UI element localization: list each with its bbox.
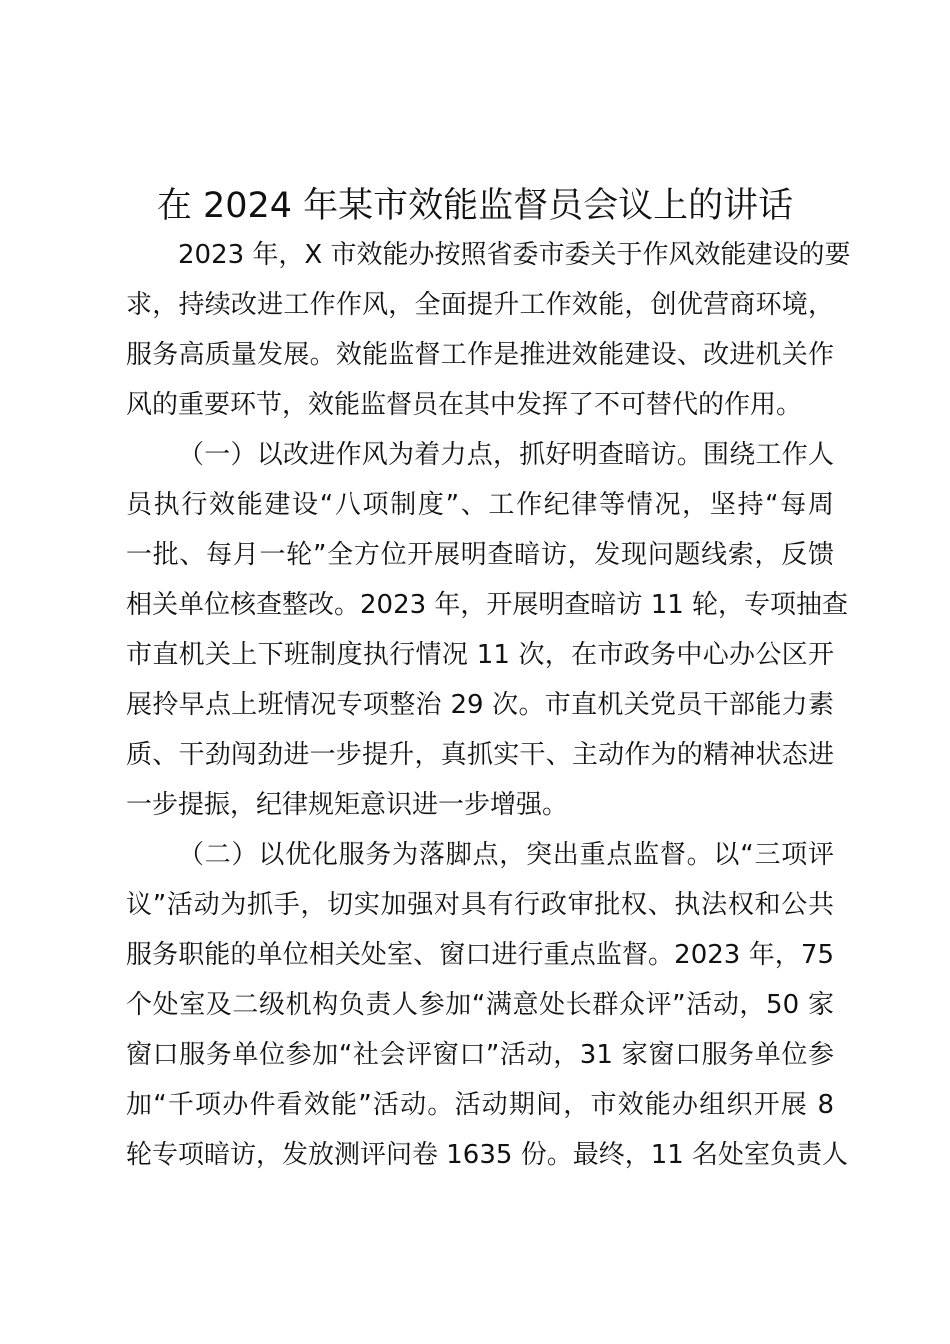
paragraph-section-1-line: 员执行效能建设“八项制度”、工作纪律等情况，坚持“每周 bbox=[126, 490, 834, 520]
paragraph-section-1-line: 相关单位核查整改。2023 年，开展明查暗访 11 轮，专项抽查 bbox=[126, 590, 849, 620]
paragraph-section-2-line: 个处室及二级机构负责人参加“满意处长群众评”活动，50 家 bbox=[126, 990, 834, 1020]
paragraph-intro-line: 2023 年，X 市效能办按照省委市委关于作风效能建设的要 bbox=[178, 240, 851, 270]
paragraph-section-1-line: 一步提振，纪律规矩意识进一步增强。 bbox=[126, 790, 569, 820]
page-title: 在 2024 年某市效能监督员会议上的讲话 bbox=[156, 186, 794, 226]
paragraph-intro-line: 服务高质量发展。效能监督工作是推进效能建设、改进机关作 bbox=[126, 340, 834, 370]
paragraph-section-2-line: 加“千项办件看效能”活动。活动期间，市效能办组织开展 8 bbox=[126, 1090, 834, 1120]
paragraph-section-1-line: 展拎早点上班情况专项整治 29 次。市直机关党员干部能力素 bbox=[126, 690, 834, 720]
paragraph-section-2-line: 议”活动为抓手，切实加强对具有行政审批权、执法权和公共 bbox=[126, 890, 834, 920]
paragraph-intro-line: 风的重要环节，效能监督员在其中发挥了不可替代的作用。 bbox=[126, 390, 803, 420]
paragraph-section-1-line: （一）以改进作风为着力点，抓好明查暗访。围绕工作人 bbox=[178, 440, 834, 470]
paragraph-section-1-line: 质、干劲闯劲进一步提升，真抓实干、主动作为的精神状态进 bbox=[126, 740, 834, 770]
paragraph-section-1-line: 市直机关上下班制度执行情况 11 次，在市政务中心办公区开 bbox=[126, 640, 834, 670]
paragraph-section-2-line: 窗口服务单位参加“社会评窗口”活动，31 家窗口服务单位参 bbox=[126, 1040, 834, 1070]
paragraph-intro-line: 求，持续改进工作作风，全面提升工作效能，创优营商环境， bbox=[126, 290, 834, 320]
paragraph-section-1-line: 一批、每月一轮”全方位开展明查暗访，发现问题线索，反馈 bbox=[126, 540, 834, 570]
paragraph-section-2-line: （二）以优化服务为落脚点，突出重点监督。以“三项评 bbox=[178, 840, 834, 870]
paragraph-section-2-line: 服务职能的单位相关处室、窗口进行重点监督。2023 年，75 bbox=[126, 940, 834, 970]
paragraph-section-2-line: 轮专项暗访，发放测评问卷 1635 份。最终，11 名处室负责人 bbox=[126, 1140, 849, 1170]
